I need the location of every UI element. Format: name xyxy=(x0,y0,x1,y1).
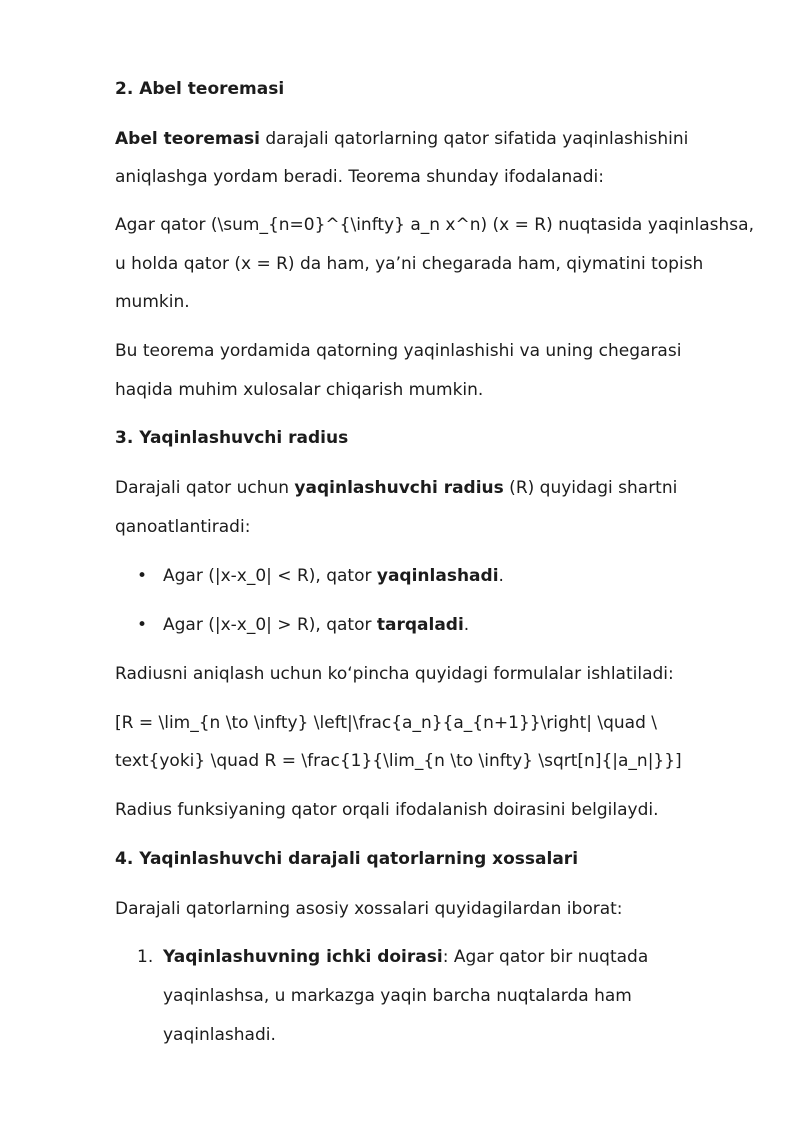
paragraph-line: u holda qator (x = R) da ham, ya’ni chegarada ham, qiymatini topish xyxy=(115,254,704,274)
list-item-text: yaqinlashadi. xyxy=(163,1025,276,1045)
paragraph-text: Darajali qator uchun xyxy=(115,478,295,498)
section-heading-radius: 3. Yaqinlashuvchi radius xyxy=(115,428,349,448)
paragraph-line: Radiusni aniqlash uchun ko‘pincha quyidagi formulalar ishlatiladi: xyxy=(115,664,674,684)
bold-term: yaqinlashuvchi radius xyxy=(294,478,504,498)
paragraph-line xyxy=(115,127,688,151)
paragraph-line: mumkin. xyxy=(115,292,190,312)
bold-term: yaqinlashadi xyxy=(376,566,499,586)
section-heading-properties: 4. Yaqinlashuvchi darajali qatorlarning xossalari xyxy=(115,849,579,869)
paragraph-line: aniqlashga yordam beradi. Teorema shunday ifodalanadi: xyxy=(115,167,604,187)
list-item-text: yaqinlashsa, u markazga yaqin barcha nuqtalarda ham xyxy=(163,986,632,1006)
paragraph-line: Bu teorema yordamida qatorning yaqinlashishi va uning chegarasi xyxy=(115,341,682,361)
section-heading-abel: 2. Abel teoremasi xyxy=(115,79,285,99)
list-item-text xyxy=(163,613,469,637)
bold-term: tarqaladi xyxy=(376,615,464,635)
paragraph-line: Agar qator (\sum_{n=0}^{\infty} a_n x^n) (x = R) nuqtasida yaqinlashsa, xyxy=(115,215,754,235)
paragraph-line: haqida muhim xulosalar chiqarish mumkin. xyxy=(115,380,484,400)
bullet-icon: • xyxy=(137,615,148,635)
paragraph-line: qanoatlantiradi: xyxy=(115,517,251,537)
list-number: 1. xyxy=(137,947,154,967)
paragraph-line: Darajali qatorlarning asosiy xossalari quyidagilardan iborat: xyxy=(115,899,623,919)
paragraph-line xyxy=(115,476,677,500)
bullet-icon: • xyxy=(137,566,148,586)
list-item-text xyxy=(163,564,504,588)
list-item-text-rest: : Agar qator bir nuqtada xyxy=(442,947,649,967)
list-item-text xyxy=(163,945,648,969)
list-item-prefix: Agar (|x-x_0| < R), qator xyxy=(163,566,377,586)
bold-term: Abel teoremasi xyxy=(115,129,260,149)
paragraph-line: Radius funksiyaning qator orqali ifodalanish doirasini belgilaydi. xyxy=(115,800,659,820)
paragraph-text: darajali qatorlarning qator sifatida yaqinlashishini xyxy=(259,129,689,149)
formula-line: [R = \lim_{n \to \infty} \left|\frac{a_n}{a_{n+1}}\right| \quad \ xyxy=(115,713,658,733)
list-item-suffix: . xyxy=(498,566,504,586)
list-item-suffix: . xyxy=(463,615,470,635)
list-item-prefix: Agar (|x-x_0| > R), qator xyxy=(163,615,377,635)
bold-term: Yaqinlashuvning ichki doirasi xyxy=(163,947,443,967)
paragraph-text: (R) quyidagi shartni xyxy=(503,478,678,498)
formula-line: text{yoki} \quad R = \frac{1}{\lim_{n \to \infty} \sqrt[n]{|a_n|}}] xyxy=(115,751,682,771)
